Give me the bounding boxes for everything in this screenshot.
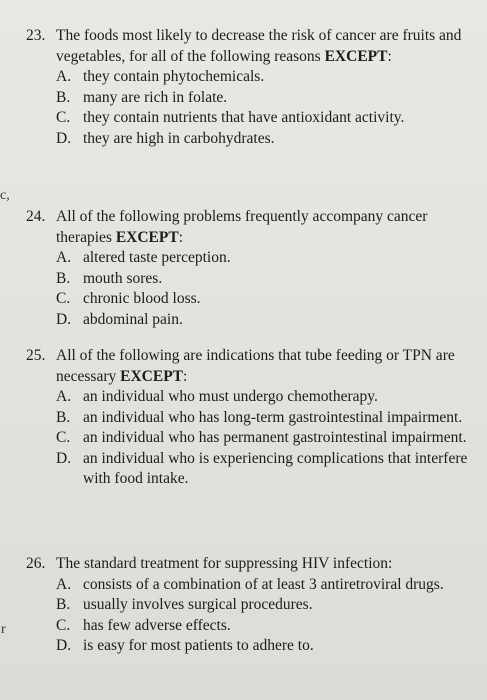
stem-text: The standard treatment for suppressing HIV infection: [56,555,393,572]
option-c[interactable] [56,289,476,310]
option-d[interactable] [56,129,476,150]
option-text: they contain phytochemicals. [83,68,265,85]
question-23 [26,26,476,149]
option-text: they contain nutrients that have antioxidant activity. [83,109,405,126]
option-text: they are high in carbohydrates. [83,129,275,147]
option-text: an individual who is experiencing complications that interfere with food intake. [83,449,468,487]
option-text: consists of a combination of at least 3 antiretroviral drugs. [83,575,444,593]
stem-text: All of the following problems frequently accompany cancer therapies [56,208,428,246]
option-text: chronic blood loss. [83,290,201,307]
question-stem: 23. The foods most likely to decrease the risk of cancer are fruits and vegetables, for all of the following reasons EXCEPT: [26,26,476,67]
question-26 [26,554,476,657]
option-letter: B. [56,408,71,426]
option-b[interactable] [56,595,476,616]
option-letter: A. [56,575,72,593]
stem-emphasis: EXCEPT [324,47,388,65]
option-d[interactable] [56,449,476,490]
option-a[interactable] [56,248,476,269]
margin-mark-bottom: r [1,622,6,637]
option-text: an individual who must undergo chemotherapy. [83,388,378,405]
option-letter: C. [56,429,71,446]
option-text: mouth sores. [83,269,163,287]
option-letter: B. [56,596,71,613]
question-stem [26,554,476,575]
question-number: 24. [26,208,46,225]
option-c[interactable] [56,108,476,129]
option-letter: A. [56,68,72,85]
option-letter: C. [56,109,71,126]
question-25 [26,346,476,490]
option-letter: C. [56,616,71,634]
option-text: many are rich in folate. [83,88,228,106]
stem-text: The foods most likely to decrease the risk of cancer are fruits and vegetables, for all of the following reasons [56,27,462,65]
question-stem: 24. All of the following problems frequently accompany cancer therapies EXCEPT: [26,207,476,248]
option-a[interactable] [56,67,476,88]
option-letter: D. [56,637,72,654]
question-number: 26. [26,555,46,572]
stem-text: All of the following are indications that tube feeding or TPN are necessary [56,347,455,385]
option-b[interactable] [56,269,476,290]
option-letter: C. [56,290,71,307]
question-24 [26,207,476,330]
option-c[interactable] [56,616,476,637]
option-text: has few adverse effects. [83,616,231,634]
option-c[interactable] [56,428,476,449]
option-a[interactable] [56,575,476,596]
option-letter: D. [56,310,72,328]
question-stem: 25. All of the following are indications that tube feeding or TPN are necessary EXCEPT: [26,346,476,387]
option-b[interactable] [56,88,476,109]
option-letter: B. [56,269,71,287]
question-number: 23. [26,27,46,44]
option-d[interactable] [56,636,476,657]
option-text: an individual who has long-term gastrointestinal impairment. [83,408,463,426]
option-b[interactable] [56,408,476,429]
question-number: 25. [26,347,46,364]
option-d[interactable] [56,310,476,331]
option-text: an individual who has permanent gastrointestinal impairment. [83,429,467,446]
option-letter: B. [56,88,71,106]
margin-mark-top: c, [0,188,10,203]
option-text: is easy for most patients to adhere to. [83,637,314,654]
stem-emphasis: EXCEPT [115,228,179,246]
stem-emphasis: EXCEPT [120,367,183,385]
option-text: usually involves surgical procedures. [83,596,313,613]
option-a[interactable] [56,387,476,408]
option-letter: D. [56,449,72,467]
option-letter: A. [56,249,72,266]
option-text: abdominal pain. [83,310,183,328]
option-letter: A. [56,388,72,405]
option-text: altered taste perception. [83,249,231,266]
option-letter: D. [56,129,72,147]
